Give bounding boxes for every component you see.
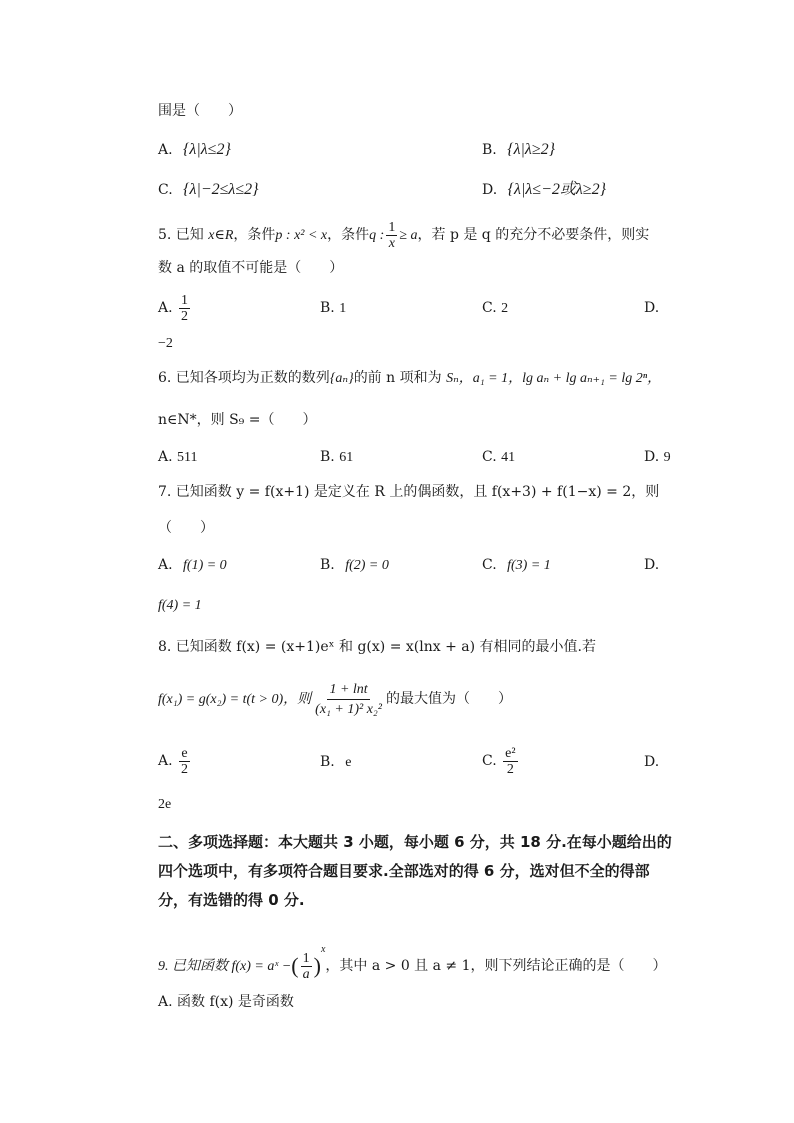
option-text: 9: [663, 450, 671, 465]
left-paren: (: [291, 953, 299, 978]
q6-option-a[interactable]: [158, 447, 198, 468]
option-text: {λ|−2≤λ≤2}: [183, 181, 259, 198]
option-fraction: [179, 746, 190, 777]
option-label: B.: [320, 449, 335, 465]
q8-option-c[interactable]: [482, 742, 520, 780]
option-text: 2: [501, 301, 509, 316]
option-text: {λ|λ≤−2或λ≥2}: [507, 181, 606, 198]
q7-stem-line2: （ ）: [158, 520, 214, 536]
q8-condition: f(x₁) = g(x₂) = t(t > 0)，则: [158, 692, 312, 707]
q8-option-d-text: 2e: [158, 797, 172, 812]
q6-sequence: {aₙ}: [329, 371, 354, 386]
option-label: B.: [482, 142, 497, 158]
option-label: D.: [644, 449, 660, 465]
fraction-numerator: e: [181, 745, 188, 761]
q5-text: ，若 p 是 q 的充分不必要条件，则实: [417, 227, 650, 243]
option-label: A.: [158, 142, 173, 158]
fraction-denominator: (x₁ + 1)² x₂²: [315, 701, 382, 717]
q5-text: ，条件: [233, 227, 276, 243]
section-heading-multiple-choice: 二、多项选择题：本大题共 3 小题，每小题 6 分，共 18 分.在每小题给出的四个选项中，有多项符合题目要求.全部选对的得 6 分，选对但不全的得部分，有选错的得 0 分.: [158, 833, 672, 909]
q5-option-a[interactable]: [158, 291, 192, 325]
q5-stem-line1: [158, 218, 649, 252]
q5-q-rhs: ≥ a: [399, 228, 418, 243]
q8-fraction: [313, 680, 384, 719]
q5-q-label: q :: [369, 228, 385, 243]
q7-option-a[interactable]: [158, 555, 227, 576]
option-text: 61: [339, 450, 354, 465]
q7-option-b[interactable]: [320, 555, 389, 576]
q8-option-a[interactable]: [158, 742, 192, 780]
q5-cond-x: x∈R: [208, 228, 234, 243]
q5-option-d-text: −2: [158, 336, 173, 351]
q5-stem-line2: 数 a 的取值不可能是（ ）: [158, 260, 344, 276]
q5-option-b[interactable]: [320, 298, 346, 319]
q7-stem-line1: 7. 已知函数 y = f(x+1) 是定义在 R 上的偶函数，且 f(x+3) + f(1−x) = 2，则: [158, 484, 660, 500]
q4-option-a[interactable]: [158, 140, 231, 160]
q7-option-c[interactable]: [482, 555, 551, 576]
q5-option-d-label[interactable]: D.: [644, 300, 660, 316]
q8-text: 的最大值为（ ）: [385, 691, 512, 707]
option-label: C.: [482, 557, 497, 573]
fraction-numerator: 1 + lnt: [327, 680, 369, 700]
q4-option-d[interactable]: [482, 180, 606, 200]
q6-option-b[interactable]: [320, 447, 353, 468]
q6-option-d[interactable]: [644, 447, 671, 468]
fraction-numerator: 1: [181, 292, 189, 308]
q6-condition: ，a₁ = 1，lg aₙ + lg aₙ₊₁ = lg 2ⁿ，: [458, 371, 662, 386]
q8-option-d-label[interactable]: D.: [644, 754, 660, 770]
option-label: D.: [482, 182, 498, 198]
option-label: B.: [320, 754, 335, 770]
q9-stem: [158, 928, 667, 982]
option-label: B.: [320, 557, 335, 573]
q5-prefix: 5. 已知: [158, 227, 204, 243]
fraction-numerator: 1: [302, 950, 310, 966]
q6-prefix: 6. 已知各项均为正数的数列: [158, 370, 330, 386]
fraction-denominator: 2: [506, 761, 514, 777]
fraction-numerator: 1: [388, 219, 396, 235]
option-label: B.: [320, 300, 335, 316]
option-text: 41: [501, 450, 516, 465]
option-text: f(2) = 0: [345, 558, 389, 573]
q9-option-a[interactable]: A. 函数 f(x) 是奇函数: [158, 994, 294, 1010]
fraction-denominator: 2: [181, 761, 189, 777]
option-label: A.: [158, 557, 173, 573]
option-label: A.: [158, 300, 173, 316]
option-text: 1: [339, 301, 347, 316]
option-fraction: [503, 746, 517, 777]
option-label: A.: [158, 753, 173, 769]
q8-option-b[interactable]: [320, 752, 351, 773]
option-text: {λ|λ≥2}: [507, 141, 556, 158]
q6-stem-line1: [158, 368, 661, 389]
option-label: C.: [158, 182, 173, 198]
option-label: C.: [482, 449, 497, 465]
q6-sn: Sₙ: [446, 371, 459, 386]
option-text: {λ|λ≤2}: [183, 141, 231, 158]
fraction-denominator: 2: [181, 308, 189, 324]
q9-exponent: x: [320, 944, 326, 955]
q9-prefix: 9. 已知函数 f(x) = aˣ −: [158, 959, 292, 974]
option-label: C.: [482, 300, 497, 316]
q6-option-c[interactable]: [482, 447, 515, 468]
q8-stem-line1: 8. 已知函数 f(x) = (x+1)eˣ 和 g(x) = x(lnx + a) 有相同的最小值.若: [158, 639, 596, 655]
right-paren: ): [313, 953, 321, 978]
option-text: 511: [177, 450, 198, 465]
q5-p-expr: p : x² < x: [275, 228, 328, 243]
q5-q-fraction: [386, 220, 397, 251]
option-fraction: [179, 293, 190, 324]
option-text: e: [345, 755, 352, 770]
q7-option-d-text: f(4) = 1: [158, 598, 202, 613]
fraction-numerator: e²: [505, 745, 516, 761]
q7-option-d-label[interactable]: D.: [644, 557, 660, 573]
fraction-denominator: a: [302, 966, 310, 982]
q9-fraction: [301, 951, 312, 982]
q4-option-b[interactable]: [482, 140, 555, 160]
q6-stem-line2: n∈N*，则 S₉ =（ ）: [158, 412, 317, 428]
fraction-denominator: x: [388, 235, 395, 251]
q5-text: ，条件: [327, 227, 370, 243]
q8-stem-line2: [158, 676, 512, 722]
q9-text: ，其中 a > 0 且 a ≠ 1，则下列结论正确的是（ ）: [325, 958, 667, 974]
q4-tail: 围是（ ）: [158, 103, 242, 119]
option-text: f(3) = 1: [507, 558, 551, 573]
option-text: f(1) = 0: [183, 558, 227, 573]
q6-text: 的前 n 项和为: [353, 370, 442, 386]
option-label: A.: [158, 449, 173, 465]
q5-option-c[interactable]: [482, 298, 508, 319]
q4-option-c[interactable]: [158, 180, 259, 200]
option-label: C.: [482, 753, 497, 769]
